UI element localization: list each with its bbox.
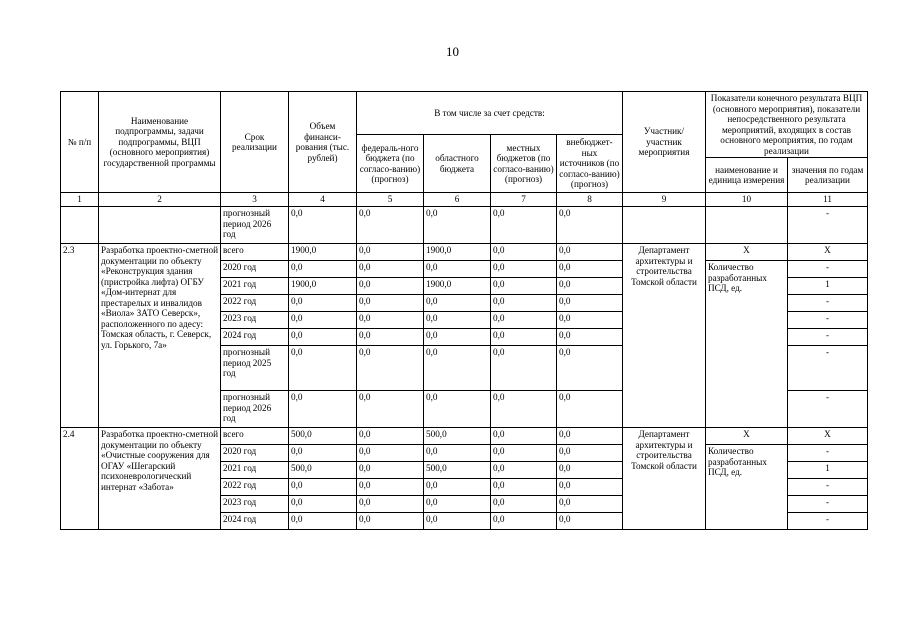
program-table (60, 91, 868, 530)
cell-term: всего (221, 428, 289, 445)
cell-indicator-value: - (788, 312, 868, 329)
cell-num: 2.3 (61, 244, 99, 428)
cell-federal: 0,0 (357, 496, 424, 513)
cell-local: 0,0 (491, 261, 557, 278)
cell-volume: 0,0 (289, 346, 357, 391)
cell-term: 2021 год (221, 462, 289, 479)
cell-local: 0,0 (491, 278, 557, 295)
cell-federal: 0,0 (357, 346, 424, 391)
cell-local: 0,0 (491, 295, 557, 312)
header-sources-group: В том числе за счет средств: (357, 92, 623, 135)
cell-indicator-name: Количество разработанных ПСД, ед. (706, 445, 788, 530)
col-num: 8 (557, 193, 623, 207)
header-extra: внебюджет-ных источников (по согласо-ванию) (прогноз) (557, 135, 623, 193)
header-indicator-values: значения по годам реализации (788, 158, 868, 193)
cell-num (61, 207, 99, 244)
cell-regional: 0,0 (424, 496, 491, 513)
cell-local: 0,0 (491, 244, 557, 261)
cell-extra: 0,0 (557, 391, 623, 428)
cell-extra: 0,0 (557, 207, 623, 244)
cell-local: 0,0 (491, 207, 557, 244)
cell-indicator-value: - (788, 295, 868, 312)
col-num: 11 (788, 193, 868, 207)
cell-term: 2024 год (221, 329, 289, 346)
cell-term: 2023 год (221, 312, 289, 329)
cell-name (99, 207, 221, 244)
col-num: 5 (357, 193, 424, 207)
cell-volume: 0,0 (289, 479, 357, 496)
cell-regional: 0,0 (424, 513, 491, 530)
cell-regional: 0,0 (424, 207, 491, 244)
cell-name: Разработка проектно-сметной документации по объекту «Реконструкция здания (пристройка лифта) ОГБУ «Дом-интернат для престарелых и инвалидов «Виола» ЗАТО Северск», расположенного по адесу: Томская область, г. Северск, ул. Горького, 7а» (99, 244, 221, 428)
table-row (61, 207, 868, 244)
cell-volume: 1900,0 (289, 244, 357, 261)
col-num: 6 (424, 193, 491, 207)
header-term: Срок реализации (221, 92, 289, 193)
cell-local: 0,0 (491, 391, 557, 428)
cell-volume: 1900,0 (289, 278, 357, 295)
cell-term: 2021 год (221, 278, 289, 295)
cell-volume: 0,0 (289, 295, 357, 312)
cell-local: 0,0 (491, 428, 557, 445)
cell-local: 0,0 (491, 513, 557, 530)
cell-participant: Департамент архитектуры и строительства Томской области (623, 428, 706, 530)
cell-extra: 0,0 (557, 244, 623, 261)
cell-indicator-name: X (706, 244, 788, 261)
cell-volume: 0,0 (289, 496, 357, 513)
header-participant: Участник/ участник мероприятия (623, 92, 706, 193)
cell-indicator-value: 1 (788, 278, 868, 295)
cell-term: прогнозный период 2026 год (221, 391, 289, 428)
cell-indicator-name (706, 207, 788, 244)
cell-local: 0,0 (491, 346, 557, 391)
cell-extra: 0,0 (557, 312, 623, 329)
cell-term: прогнозный период 2026 год (221, 207, 289, 244)
cell-indicator-name: Количество разработанных ПСД, ед. (706, 261, 788, 428)
cell-regional: 0,0 (424, 479, 491, 496)
cell-extra: 0,0 (557, 496, 623, 513)
cell-federal: 0,0 (357, 312, 424, 329)
cell-extra: 0,0 (557, 513, 623, 530)
cell-term: 2022 год (221, 479, 289, 496)
cell-term: 2023 год (221, 496, 289, 513)
cell-extra: 0,0 (557, 462, 623, 479)
cell-term: прогнозный период 2025 год (221, 346, 289, 391)
cell-federal: 0,0 (357, 244, 424, 261)
cell-indicator-value: - (788, 496, 868, 513)
cell-indicator-value: X (788, 244, 868, 261)
cell-indicator-value: - (788, 261, 868, 278)
column-numbers-row (61, 193, 868, 207)
cell-extra: 0,0 (557, 479, 623, 496)
cell-federal: 0,0 (357, 329, 424, 346)
cell-volume: 0,0 (289, 207, 357, 244)
cell-regional: 0,0 (424, 391, 491, 428)
cell-local: 0,0 (491, 462, 557, 479)
cell-federal: 0,0 (357, 513, 424, 530)
cell-extra: 0,0 (557, 428, 623, 445)
cell-volume: 0,0 (289, 513, 357, 530)
col-num: 10 (706, 193, 788, 207)
cell-term: 2022 год (221, 295, 289, 312)
cell-regional: 0,0 (424, 295, 491, 312)
header-name: Наименование подпрограммы, задачи подпрограммы, ВЦП (основного мероприятия) государственной программы (99, 92, 221, 193)
cell-volume: 500,0 (289, 428, 357, 445)
cell-regional: 0,0 (424, 329, 491, 346)
cell-indicator-name: X (706, 428, 788, 445)
cell-regional: 1900,0 (424, 278, 491, 295)
header-volume: Объем финанси-рования (тыс. рублей) (289, 92, 357, 193)
header-indicator-name: наименование и единица измерения (706, 158, 788, 193)
col-num: 7 (491, 193, 557, 207)
cell-volume: 0,0 (289, 445, 357, 462)
cell-federal: 0,0 (357, 207, 424, 244)
col-num: 1 (61, 193, 99, 207)
cell-federal: 0,0 (357, 261, 424, 278)
cell-volume: 0,0 (289, 329, 357, 346)
col-num: 9 (623, 193, 706, 207)
cell-extra: 0,0 (557, 278, 623, 295)
cell-indicator-value: - (788, 513, 868, 530)
cell-extra: 0,0 (557, 261, 623, 278)
cell-local: 0,0 (491, 312, 557, 329)
cell-regional: 0,0 (424, 261, 491, 278)
cell-local: 0,0 (491, 479, 557, 496)
cell-indicator-value: - (788, 346, 868, 391)
cell-federal: 0,0 (357, 391, 424, 428)
cell-regional: 0,0 (424, 346, 491, 391)
table-row (61, 244, 868, 261)
cell-federal: 0,0 (357, 462, 424, 479)
cell-regional: 500,0 (424, 462, 491, 479)
col-num: 4 (289, 193, 357, 207)
col-num: 2 (99, 193, 221, 207)
header-num: № п/п (61, 92, 99, 193)
header-local: местных бюджетов (по согласо-ванию) (прогноз) (491, 135, 557, 193)
cell-volume: 0,0 (289, 261, 357, 278)
cell-num: 2.4 (61, 428, 99, 530)
cell-regional: 0,0 (424, 445, 491, 462)
cell-federal: 0,0 (357, 278, 424, 295)
cell-term: 2020 год (221, 261, 289, 278)
cell-extra: 0,0 (557, 346, 623, 391)
cell-regional: 1900,0 (424, 244, 491, 261)
cell-term: 2024 год (221, 513, 289, 530)
cell-volume: 0,0 (289, 312, 357, 329)
table-header (61, 92, 868, 207)
col-num: 3 (221, 193, 289, 207)
cell-indicator-value: - (788, 479, 868, 496)
header-indicators-group: Показатели конечного результата ВЦП (основного мероприятия), показатели непосредственного результата мероприятий, входящих в состав основного мероприятия, по годам реализации (706, 92, 868, 158)
header-federal: федераль-ного бюджета (по согласо-ванию) (прогноз) (357, 135, 424, 193)
cell-federal: 0,0 (357, 479, 424, 496)
cell-indicator-value: - (788, 329, 868, 346)
cell-local: 0,0 (491, 445, 557, 462)
cell-regional: 500,0 (424, 428, 491, 445)
cell-extra: 0,0 (557, 295, 623, 312)
cell-extra: 0,0 (557, 329, 623, 346)
cell-extra: 0,0 (557, 445, 623, 462)
cell-local: 0,0 (491, 329, 557, 346)
cell-volume: 500,0 (289, 462, 357, 479)
header-regional: областного бюджета (424, 135, 491, 193)
cell-indicator-value: - (788, 445, 868, 462)
cell-name: Разработка проектно-сметной документации по объекту «Очистные сооружения для ОГАУ «Шегарский психоневрологический интернат «Забота» (99, 428, 221, 530)
cell-indicator-value: - (788, 391, 868, 428)
cell-term: 2020 год (221, 445, 289, 462)
page-number: 10 (446, 44, 459, 59)
cell-local: 0,0 (491, 496, 557, 513)
cell-participant: Департамент архитектуры и строительства Томской области (623, 244, 706, 428)
cell-indicator-value: - (788, 207, 868, 244)
cell-federal: 0,0 (357, 445, 424, 462)
cell-participant (623, 207, 706, 244)
cell-federal: 0,0 (357, 295, 424, 312)
cell-indicator-value: 1 (788, 462, 868, 479)
cell-regional: 0,0 (424, 312, 491, 329)
cell-indicator-value: X (788, 428, 868, 445)
cell-term: всего (221, 244, 289, 261)
table-row (61, 428, 868, 445)
cell-federal: 0,0 (357, 428, 424, 445)
cell-volume: 0,0 (289, 391, 357, 428)
